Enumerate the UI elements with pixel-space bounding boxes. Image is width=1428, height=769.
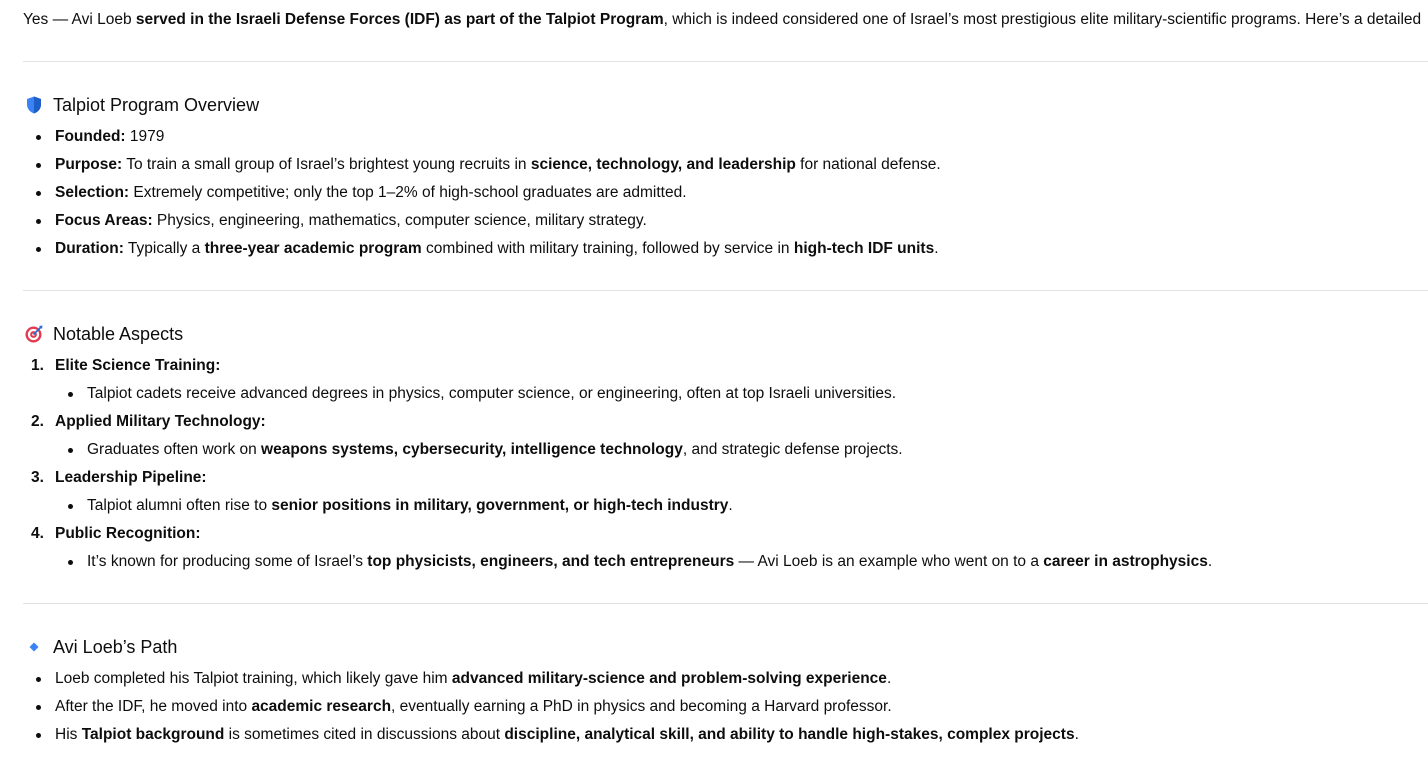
aspects-list: [23, 352, 1212, 576]
sub-item: [55, 436, 1212, 464]
item-bold: high-tech IDF units: [793, 240, 935, 257]
item-text: Talpiot alumni often rise to: [87, 497, 272, 514]
item-number: 1.: [31, 357, 44, 374]
item-label: Founded:: [55, 128, 126, 145]
item-bold: senior positions in military, government, or high-tech industry: [271, 497, 729, 514]
item-bold: weapons systems, cybersecurity, intelligence technology: [261, 441, 683, 458]
target-icon: [24, 324, 44, 344]
item-number: 2.: [31, 413, 44, 430]
item-bold: advanced military-science and problem-solving experience: [451, 670, 887, 687]
item-text: Physics, engineering, mathematics, computer science, military strategy.: [152, 212, 647, 229]
item-text: , and strategic defense projects.: [682, 441, 903, 458]
item-text: .: [728, 497, 733, 514]
overview-list: [23, 123, 941, 263]
item-text: Graduates often work on: [87, 441, 262, 458]
item-text: Extremely competitive; only the top 1–2% of high-school graduates are admitted.: [129, 184, 687, 201]
item-title: Leadership Pipeline:: [55, 469, 207, 486]
section-heading-aspects: [24, 320, 183, 348]
item-text: .: [886, 670, 892, 687]
item-label: Purpose:: [55, 156, 123, 173]
list-item: [23, 408, 1212, 464]
section-title: Notable Aspects: [53, 324, 184, 344]
item-text: Talpiot cadets receive advanced degrees in physics, computer science, or engineering, often at top Israeli universities.: [87, 385, 897, 402]
item-text: After the IDF, he moved into: [55, 698, 252, 715]
sub-item: [55, 548, 1212, 576]
intro-bold: served in the Israeli Defense Forces (IDF) as part of the Talpiot Program: [135, 11, 664, 28]
item-bold: top physicists, engineers, and tech entrepreneurs: [367, 553, 735, 570]
list-item: [23, 693, 1079, 721]
item-bold: Talpiot background: [81, 726, 225, 743]
item-bold: three-year academic program: [204, 240, 422, 257]
item-bold: discipline, analytical skill, and ability to handle high-stakes, complex projects: [504, 726, 1075, 743]
section-title: Talpiot Program Overview: [53, 95, 260, 115]
list-item: [23, 352, 1212, 408]
item-text: Typically a: [123, 240, 205, 257]
section-heading-overview: [24, 91, 259, 119]
item-text: His: [55, 726, 82, 743]
item-title: Elite Science Training:: [55, 357, 221, 374]
item-number: 3.: [31, 469, 44, 486]
item-bold: science, technology, and leadership: [530, 156, 796, 173]
diamond-icon: [24, 637, 44, 657]
item-text: — Avi Loeb is an example who went on to a: [734, 553, 1044, 570]
list-item: [23, 151, 941, 179]
list-item: [23, 520, 1212, 576]
item-title: Public Recognition:: [55, 525, 201, 542]
item-text: .: [1207, 553, 1213, 570]
path-list: [23, 665, 1079, 749]
item-text: is sometimes cited in discussions about: [224, 726, 505, 743]
list-item: [23, 207, 941, 235]
item-text: 1979: [125, 128, 165, 145]
sub-item: [55, 492, 1212, 520]
list-item: [23, 721, 1079, 749]
divider: [23, 603, 1428, 604]
shield-icon: [24, 95, 44, 115]
list-item: [23, 123, 941, 151]
item-number: 4.: [31, 525, 44, 542]
item-label: Selection:: [55, 184, 130, 201]
item-text: To train a small group of Israel’s brightest young recruits in: [122, 156, 531, 173]
list-item: [23, 464, 1212, 520]
item-title: Applied Military Technology:: [55, 413, 266, 430]
item-text: .: [1074, 726, 1079, 743]
sub-item: [55, 380, 1212, 408]
section-title: Avi Loeb’s Path: [53, 637, 178, 657]
list-item: [23, 235, 941, 263]
divider: [23, 290, 1428, 291]
item-text: for national defense.: [795, 156, 941, 173]
item-text: combined with military training, followed by service in: [421, 240, 794, 257]
item-bold: career in astrophysics: [1043, 553, 1208, 570]
item-text: .: [934, 240, 939, 257]
divider: [23, 61, 1428, 62]
item-bold: academic research: [251, 698, 392, 715]
list-item: [23, 665, 1079, 693]
item-text: Loeb completed his Talpiot training, which likely gave him: [55, 670, 452, 687]
intro-text-2: , which is indeed considered one of Israel’s most prestigious elite military-scientific programs. Here’s a detailed: [663, 11, 1422, 28]
intro-text: Yes — Avi Loeb: [23, 11, 136, 28]
intro-paragraph: [23, 6, 1421, 34]
item-text: It’s known for producing some of Israel’s: [87, 553, 368, 570]
item-text: , eventually earning a PhD in physics and becoming a Harvard professor.: [391, 698, 892, 715]
item-label: Duration:: [55, 240, 124, 257]
list-item: [23, 179, 941, 207]
section-heading-path: [24, 633, 177, 661]
item-label: Focus Areas:: [55, 212, 153, 229]
